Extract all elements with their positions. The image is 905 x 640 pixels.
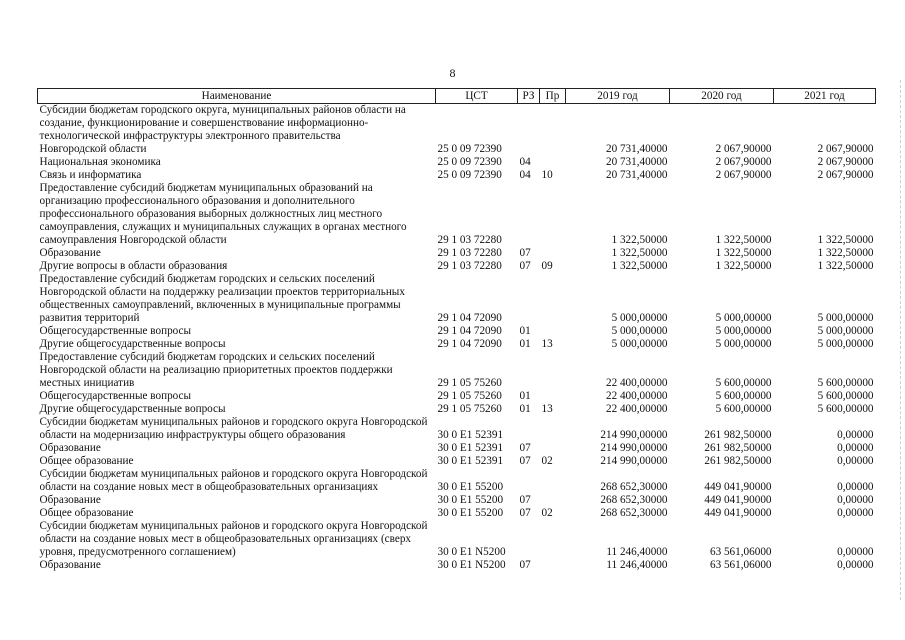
row-value-2021: 0,00000: [837, 455, 874, 467]
row-rz: 07: [519, 494, 531, 506]
row-cst: 25 0 09 72390: [437, 169, 502, 181]
row-value-2021: 5 000,00000: [817, 325, 874, 337]
row-value-2019: 20 731,40000: [605, 156, 668, 168]
row-value-2021: 0,00000: [837, 494, 874, 506]
row-cst: 29 1 03 72280: [437, 260, 502, 272]
row-name: Образование: [39, 494, 101, 506]
row-value-2019: 20 731,40000: [605, 169, 668, 181]
header-rz: РЗ: [518, 89, 540, 104]
row-cst: 30 0 E1 55200: [437, 481, 504, 493]
row-name: Предоставление субсидий бюджетам городских и сельских поселений Новгородской области на поддержку реализации проектов территориальных общественных самоуправлений, включенных в муниципальные программы развития территорий: [39, 273, 405, 324]
table-row: [38, 416, 876, 442]
row-name: Общегосударственные вопросы: [39, 325, 192, 337]
row-value-2019: 214 990,00000: [600, 455, 668, 467]
table-header-row: [38, 89, 876, 104]
row-name: Образование: [39, 247, 101, 259]
row-pr: [540, 273, 566, 325]
row-value-2020: 449 041,90000: [704, 481, 772, 493]
row-rz: [518, 468, 540, 494]
row-name: Другие вопросы в области образования: [39, 260, 228, 272]
row-pr: 10: [541, 169, 553, 181]
row-name: Общее образование: [39, 455, 134, 467]
row-cst: [436, 104, 518, 144]
row-value-2020: 1 322,50000: [715, 234, 772, 246]
row-value-2019: 22 400,00000: [605, 390, 668, 402]
row-value-2021: 0,00000: [837, 429, 874, 441]
row-value-2020: 5 000,00000: [715, 338, 772, 350]
row-pr: 13: [541, 338, 553, 350]
row-cst: 30 0 E1 52391: [437, 442, 504, 454]
row-cst: 29 1 03 72280: [437, 247, 502, 259]
row-value-2019: 1 322,50000: [611, 260, 668, 272]
row-value-2021: 1 322,50000: [817, 234, 874, 246]
row-value-2020: 63 561,06000: [709, 559, 772, 571]
table-row: [38, 156, 876, 169]
row-value-2019: 268 652,30000: [600, 481, 668, 493]
table-row: [38, 273, 876, 325]
row-value-2021: 0,00000: [837, 559, 874, 571]
table-row: [38, 260, 876, 273]
table-row: [38, 182, 876, 247]
row-pr: [540, 390, 566, 403]
row-rz: [518, 416, 540, 442]
table-row: [38, 351, 876, 390]
row-rz: 07: [519, 442, 531, 454]
row-value-2021: 0,00000: [837, 442, 874, 454]
row-pr: [540, 182, 566, 247]
row-name: Образование: [39, 559, 101, 571]
row-rz: [518, 351, 540, 390]
row-name: Субсидии бюджетам городского округа, муниципальных районов области на создание, функционирование и совершенствование информационно-технологической инфраструктуры электронного правительства: [39, 104, 406, 142]
row-value-2019: 214 990,00000: [600, 442, 668, 454]
row-value-2020: 5 000,00000: [715, 325, 772, 337]
row-name: Субсидии бюджетам муниципальных районов и городского округа Новгородской области на создание новых мест в общеобразовательных организациях: [39, 468, 428, 493]
table-row: [38, 468, 876, 494]
row-rz: 04: [519, 156, 531, 168]
row-value-2021: 5 600,00000: [817, 403, 874, 415]
row-value-2020: 2 067,90000: [715, 169, 772, 181]
row-value-2021: 0,00000: [837, 546, 874, 558]
row-value-2021: 1 322,50000: [817, 260, 874, 272]
budget-table: [37, 88, 876, 572]
row-value-2020: 2 067,90000: [715, 156, 772, 168]
page-number: 8: [449, 66, 456, 80]
row-name: Общее образование: [39, 507, 134, 519]
table-row: [38, 455, 876, 468]
row-rz: [518, 143, 540, 156]
row-value-2020: 5 600,00000: [715, 390, 772, 402]
row-pr: [540, 442, 566, 455]
row-value-2020: 449 041,90000: [704, 494, 772, 506]
row-value-2019: 5 000,00000: [611, 325, 668, 337]
table-row: [38, 403, 876, 416]
row-cst: 30 0 E1 52391: [437, 429, 504, 441]
table-row: [38, 169, 876, 182]
row-rz: 04: [519, 169, 531, 181]
header-cst: ЦСТ: [436, 89, 518, 104]
table-row: [38, 338, 876, 351]
row-name: Национальная экономика: [39, 156, 161, 168]
row-cst: 29 1 04 72090: [437, 338, 502, 350]
row-rz: [518, 182, 540, 247]
row-pr: [540, 416, 566, 442]
row-cst: 29 1 04 72090: [437, 312, 502, 324]
row-rz: 07: [519, 247, 531, 259]
row-name: Образование: [39, 442, 101, 454]
row-value-2020: 261 982,50000: [704, 429, 772, 441]
row-value-2019: 11 246,40000: [606, 559, 668, 571]
row-value-2019: 5 000,00000: [611, 338, 668, 350]
row-value-2021: 5 600,00000: [817, 390, 874, 402]
row-rz: 01: [519, 338, 531, 350]
row-value-2021: 2 067,90000: [817, 169, 874, 181]
row-pr: 09: [541, 260, 553, 272]
row-pr: [540, 468, 566, 494]
row-pr: [540, 520, 566, 559]
row-rz: 07: [519, 455, 531, 467]
row-value-2019: 5 000,00000: [611, 312, 668, 324]
row-pr: 02: [541, 507, 553, 519]
row-rz: 07: [519, 260, 531, 272]
row-cst: 30 0 E1 N5200: [437, 546, 506, 558]
row-name: Предоставление субсидий бюджетам муниципальных образований на организацию профессионального образования и дополнительного профессионального образования выборных должностных лиц местного самоуправления, служащих и муниципальных служащих в органах местного самоуправления Новгородской области: [39, 182, 407, 246]
row-pr: [540, 351, 566, 390]
row-cst: 30 0 E1 52391: [437, 455, 504, 467]
table-row: [38, 325, 876, 338]
row-value-2019: 11 246,40000: [606, 546, 668, 558]
row-name: Связь и информатика: [39, 169, 142, 181]
row-cst: 29 1 05 75260: [437, 377, 502, 389]
header-pr: Пр: [540, 89, 566, 104]
row-pr: 02: [541, 455, 553, 467]
row-cst: 30 0 E1 N5200: [437, 559, 506, 571]
row-rz: [518, 104, 540, 144]
row-rz: [518, 273, 540, 325]
row-value-2021: 5 600,00000: [817, 377, 874, 389]
row-value-2019: 268 652,30000: [600, 507, 668, 519]
row-cst: 29 1 05 75260: [437, 403, 502, 415]
row-value-2019: 22 400,00000: [605, 403, 668, 415]
row-value-2019: 214 990,00000: [600, 429, 668, 441]
row-cst: 30 0 E1 55200: [437, 507, 504, 519]
row-value-2020: 5 600,00000: [715, 403, 772, 415]
page-edge-marks: [898, 80, 901, 600]
row-pr: 13: [541, 403, 553, 415]
row-cst: 30 0 E1 55200: [437, 494, 504, 506]
row-cst: 25 0 09 72390: [437, 143, 502, 155]
row-value-2021: 0,00000: [837, 507, 874, 519]
table-row: [38, 442, 876, 455]
row-pr: [540, 247, 566, 260]
row-rz: 01: [519, 390, 531, 402]
row-value-2019: 1 322,50000: [611, 234, 668, 246]
table-row: [38, 390, 876, 403]
table-row: [38, 494, 876, 507]
row-cst: 29 1 05 75260: [437, 390, 502, 402]
row-value-2020: 5 600,00000: [715, 377, 772, 389]
row-value-2020: [670, 104, 774, 144]
row-value-2021: 1 322,50000: [817, 247, 874, 259]
table-row: [38, 143, 876, 156]
row-value-2019: 1 322,50000: [611, 247, 668, 259]
table-row: [38, 104, 876, 144]
row-pr: [540, 559, 566, 572]
row-name: Предоставление субсидий бюджетам городских и сельских поселений Новгородской области на реализацию приоритетных проектов поддержки местных инициатив: [39, 351, 393, 389]
row-pr: [540, 494, 566, 507]
header-name: Наименование: [38, 89, 436, 104]
row-value-2019: [566, 104, 670, 144]
row-value-2020: 1 322,50000: [715, 260, 772, 272]
row-rz: 07: [519, 507, 531, 519]
row-pr: [540, 325, 566, 338]
row-name: Субсидии бюджетам муниципальных районов и городского округа Новгородской области на создание новых мест в общеобразовательных организациях (сверх уровня, предусмотренного соглашением): [39, 520, 428, 558]
row-rz: 07: [519, 559, 531, 571]
row-name: Другие общегосударственные вопросы: [39, 338, 226, 350]
row-pr: [540, 143, 566, 156]
row-pr: [540, 104, 566, 144]
table-row: [38, 247, 876, 260]
row-value-2020: 1 322,50000: [715, 247, 772, 259]
row-value-2020: 261 982,50000: [704, 442, 772, 454]
row-value-2021: 2 067,90000: [817, 143, 874, 155]
table-row: [38, 507, 876, 520]
row-value-2020: 5 000,00000: [715, 312, 772, 324]
row-value-2020: 449 041,90000: [704, 507, 772, 519]
row-pr: [540, 156, 566, 169]
row-value-2019: 20 731,40000: [605, 143, 668, 155]
row-name: Новгородской области: [39, 143, 147, 155]
row-rz: 01: [519, 325, 531, 337]
row-value-2019: 22 400,00000: [605, 377, 668, 389]
row-value-2021: 0,00000: [837, 481, 874, 493]
row-value-2020: 2 067,90000: [715, 143, 772, 155]
row-value-2021: 2 067,90000: [817, 156, 874, 168]
row-value-2021: 5 000,00000: [817, 312, 874, 324]
header-2020: 2020 год: [670, 89, 774, 104]
header-2019: 2019 год: [566, 89, 670, 104]
row-name: Субсидии бюджетам муниципальных районов и городского округа Новгородской области на модернизацию инфраструктуры общего образования: [39, 416, 428, 441]
row-value-2019: 268 652,30000: [600, 494, 668, 506]
header-2021: 2021 год: [774, 89, 876, 104]
row-value-2021: [774, 104, 876, 144]
table-row: [38, 520, 876, 559]
row-value-2020: 261 982,50000: [704, 455, 772, 467]
row-cst: 25 0 09 72390: [437, 156, 502, 168]
table-body: [38, 104, 876, 573]
row-name: Общегосударственные вопросы: [39, 390, 192, 402]
row-rz: [518, 520, 540, 559]
row-value-2021: 5 000,00000: [817, 338, 874, 350]
row-cst: 29 1 03 72280: [437, 234, 502, 246]
row-rz: 01: [519, 403, 531, 415]
table-row: [38, 559, 876, 572]
row-name: Другие общегосударственные вопросы: [39, 403, 226, 415]
row-cst: 29 1 04 72090: [437, 325, 502, 337]
row-value-2020: 63 561,06000: [709, 546, 772, 558]
